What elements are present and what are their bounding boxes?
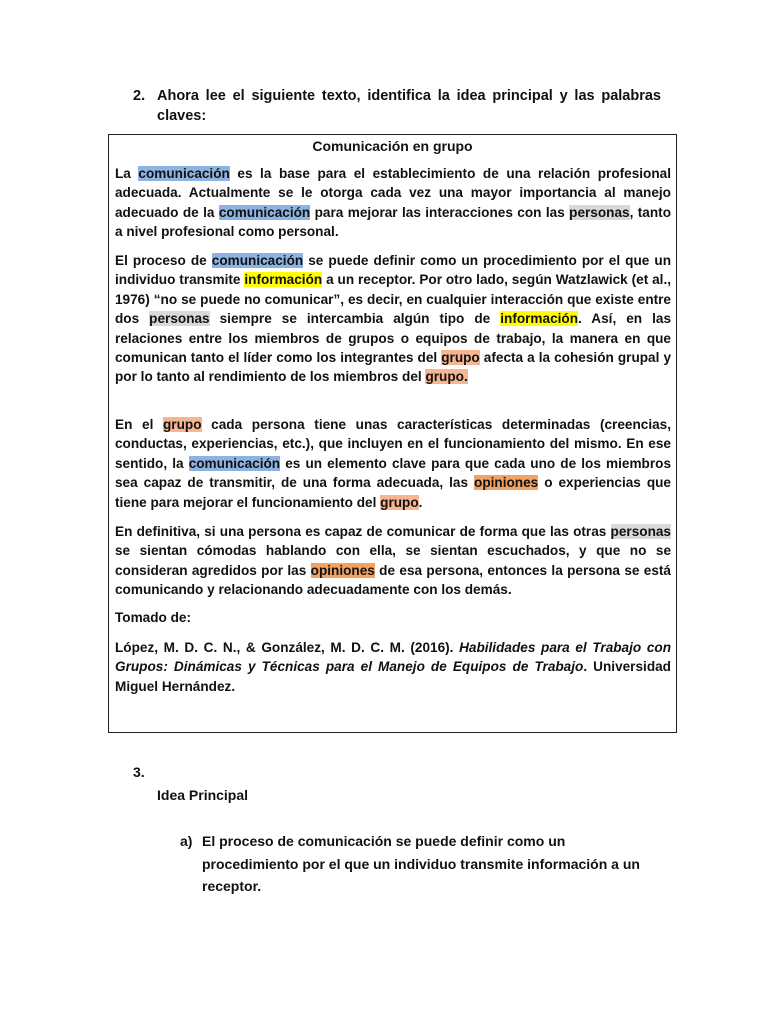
text: afecta a la cohesión grupal y por lo tanto al rendimiento de los miembros del xyxy=(115,350,672,385)
keyword-comunicacion: comunicación xyxy=(211,253,304,268)
text: El proceso de xyxy=(115,253,212,268)
keyword-personas: personas xyxy=(610,524,671,539)
text: de esa persona, entonces la persona se está comunicando y relacionando adecuadamente con los demás. xyxy=(115,562,671,598)
section-3-number: 3. xyxy=(133,764,145,780)
keyword-comunicacion: comunicación xyxy=(218,204,311,220)
keyword-grupo: grupo xyxy=(163,417,202,432)
text: se puede definir como un procedimiento por el que un individuo transmite xyxy=(115,253,672,288)
keyword-informacion: información xyxy=(244,272,323,288)
keyword-personas: personas xyxy=(149,311,210,327)
keyword-comunicacion: comunicación xyxy=(188,455,281,471)
question-2 xyxy=(133,86,661,126)
keyword-grupo: grupo. xyxy=(425,369,468,385)
text: o experiencias que tiene para mejorar el funcionamiento del xyxy=(115,475,671,510)
paragraph-2 xyxy=(115,251,671,387)
text: . Así, en las relaciones entre los miembros de grupos o equipos de trabajo, la manera en que comunican tanto el líder como los integrantes del xyxy=(115,311,671,366)
citation-title: Habilidades para el Trabajo con Grupos: Dinámicas y Técnicas para el Manejo de Equipos de Trabajo xyxy=(115,640,671,675)
keyword-comunicacion: comunicación xyxy=(138,166,230,181)
text: En el xyxy=(115,417,163,432)
paragraph-1 xyxy=(115,164,671,242)
paragraph-3 xyxy=(115,415,671,512)
keyword-informacion: información xyxy=(500,311,579,327)
keyword-personas: personas xyxy=(569,204,630,220)
item-text: El proceso de comunicación se puede definir como un procedimiento por el que un individuo transmite información a un receptor. xyxy=(202,833,640,894)
text: . xyxy=(418,494,423,510)
section-3-heading: Idea Principal xyxy=(157,787,249,803)
paragraph-4 xyxy=(115,522,671,600)
text-box xyxy=(108,134,677,733)
text: La xyxy=(115,166,139,181)
citation xyxy=(115,638,671,696)
item-label: a) xyxy=(180,833,193,849)
main-idea-item xyxy=(180,830,650,898)
text: se sientan cómodas hablando con ella, se sientan escuchados, y que no se consideran agredidos por las xyxy=(115,543,671,578)
text: siempre se intercambia algún tipo de xyxy=(209,311,501,327)
keyword-opiniones: opiniones xyxy=(474,475,539,491)
text: cada persona tiene unas características determinadas (creencias, conductas, experiencias, etc.), que incluyen en el funcionamiento del mismo. En ese sentido, la xyxy=(115,417,671,471)
keyword-opiniones: opiniones xyxy=(310,562,375,578)
question-text: Ahora lee el siguiente texto, identifica la idea principal y las palabras claves: xyxy=(157,88,661,124)
text: es la base para el establecimiento de una relación profesional adecuada. Actualmente se le otorga cada vez una mayor importancia al manejo adecuado de la xyxy=(115,166,672,220)
keyword-grupo: grupo xyxy=(441,350,480,366)
text: para mejorar las interacciones con las xyxy=(310,204,570,220)
citation-publisher: . Universidad Miguel Hernández. xyxy=(115,659,671,694)
text: , tanto a nivel profesional como personal. xyxy=(115,204,671,240)
text: es un elemento clave para que cada uno de los miembros sea capaz de transmitir, de una forma adecuada, las xyxy=(115,455,672,491)
citation-authors: López, M. D. C. N., & González, M. D. C. M. (2016). xyxy=(115,640,460,655)
text: En definitiva, si una persona es capaz de comunicar de forma que las otras xyxy=(115,524,611,539)
keyword-grupo: grupo xyxy=(380,494,419,510)
source-label: Tomado de: xyxy=(115,610,192,625)
question-number: 2. xyxy=(133,88,146,104)
text: a un receptor. Por otro lado, según Watzlawick (et al., 1976) “no se puede no comunicar”, es decir, en cualquier interacción que existe entre dos xyxy=(115,272,672,327)
box-title: Comunicación en grupo xyxy=(312,138,473,154)
